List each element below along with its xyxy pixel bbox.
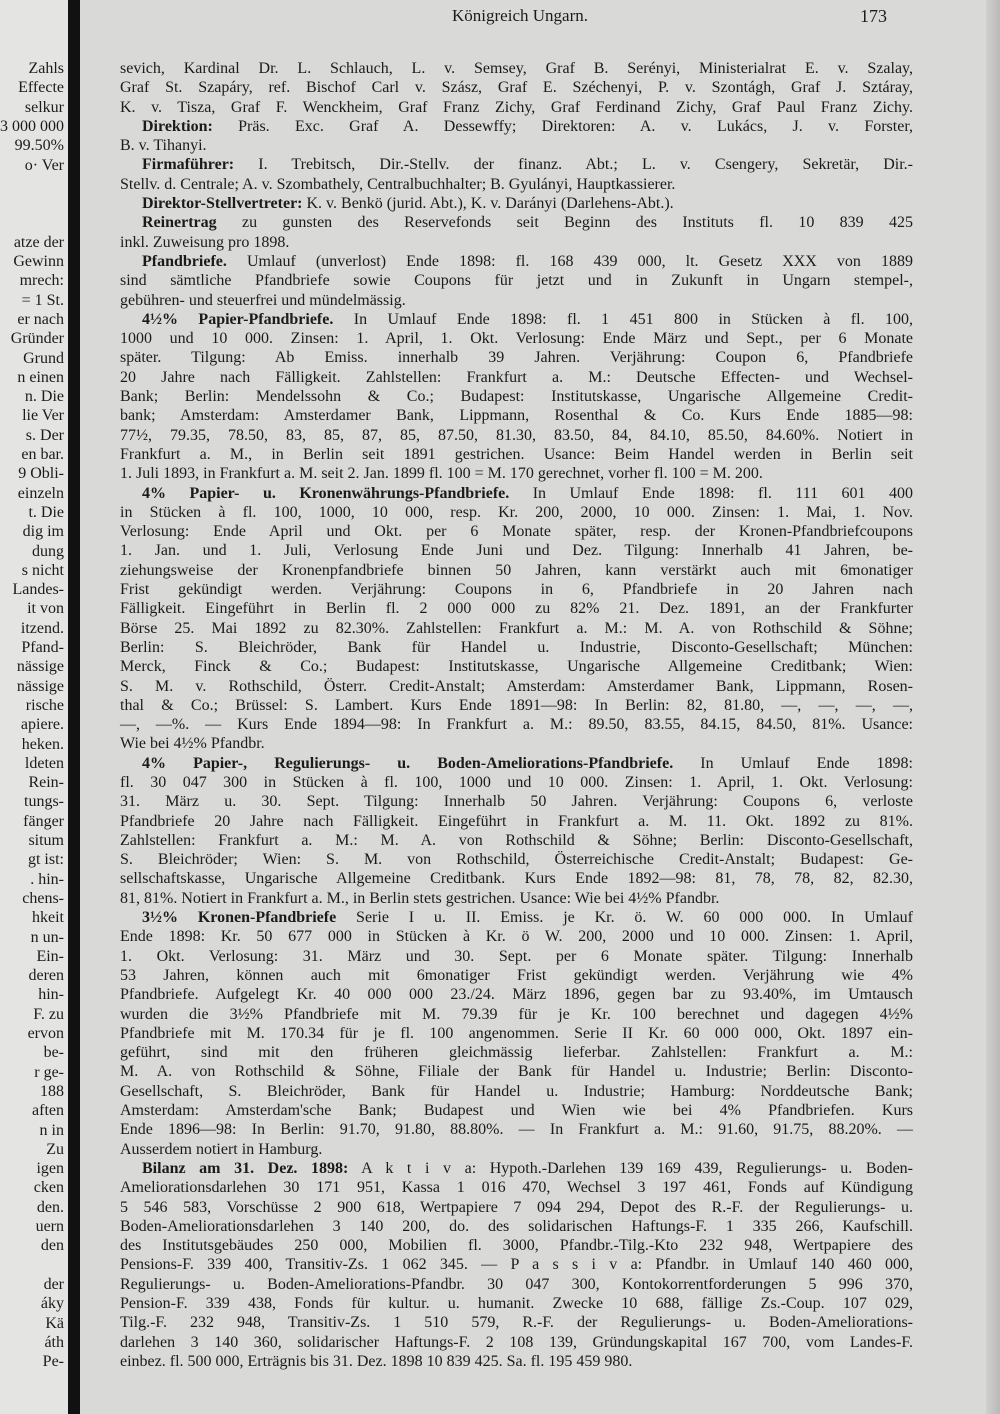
section-label: Direktor-Stellvertreter:: [142, 195, 303, 213]
line-text: des Institutsgebäudes 250 000, Mobilien fl. 3000, Pfandbr.-Tilg.-Kto 232 948, Wertpapiere des: [120, 1237, 913, 1255]
text-line: [120, 175, 913, 194]
adjacent-page-text-fragment: 99.50%: [14, 137, 64, 155]
section-label: Bilanz am 31. Dez. 1898:: [142, 1159, 349, 1177]
section-heading-line: [120, 484, 913, 503]
text-line: [120, 1140, 913, 1159]
line-text: geführt, sind mit den früheren gleichmässig lieferbar. Zahlstellen: Frankfurt a. M.:: [120, 1044, 913, 1062]
adjacent-page-text-fragment: F. zu: [33, 1005, 64, 1023]
line-text: Gesellschaft, S. Bleichröder, Bank für Handel u. Industrie; Hamburg: Norddeutsche Bank;: [120, 1082, 913, 1100]
document-body: [120, 59, 913, 1371]
line-text: Boden-Ameliorationsdarlehen 3 140 200, do. des solidarischen Haftungs-F. 1 335 266, Kaufschill.: [120, 1217, 913, 1235]
line-text: I. Trebitsch, Dir.-Stellv. der finanz. Abt.; L. v. Csengery, Sekretär, Dir.-: [234, 156, 913, 174]
text-line: [120, 1236, 913, 1255]
line-text: A k t i v a: Hypoth.-Darlehen 139 169 439, Regulierungs- u. Boden-: [348, 1159, 914, 1177]
adjacent-page-text-fragment: ervon: [27, 1025, 64, 1042]
adjacent-page-margin: [0, 0, 68, 1414]
adjacent-page-text-fragment: . hin-: [30, 870, 64, 888]
line-text: 81, 81%. Notiert in Frankfurt a. M., in Berlin stets gestrichen. Usance: Wie bei 4½% Pfandbr.: [120, 889, 720, 907]
line-text: in Stücken à fl. 100, 1000, 10 000, resp. Kr. 200, 2000, 10 000. Zinsen: 1. Mai, 1. Nov.: [120, 503, 913, 521]
section-heading-line: [120, 908, 913, 927]
line-text: Graf St. Szapáry, ref. Bischof Carl v. Szász, Graf E. Széchenyi, P. v. Szontágh, Graf J. Sztáray,: [120, 79, 913, 97]
text-line: [120, 1024, 913, 1043]
line-text: Frist gekündigt werden. Verjährung: Coupons in 6, Pfandbriefe in 20 Jahren nach: [120, 581, 913, 599]
line-text: 1. Jan. und 1. Juli, Verlosung Ende Juni und Dez. Tilgung: Innerhalb 41 Jahren, be-: [120, 542, 913, 560]
adjacent-page-text-fragment: t. Die: [28, 503, 64, 521]
text-line: [120, 850, 913, 869]
text-line: [120, 657, 913, 676]
line-text: zu gunsten des Reservefonds seit Beginn des Instituts fl. 10 839 425: [216, 214, 913, 232]
adjacent-page-text-fragment: selkur: [24, 98, 64, 116]
line-text: gebühren- und steuerfrei und mündelmässig.: [120, 291, 406, 309]
text-line: [120, 1294, 913, 1313]
line-text: Verlosung: Ende April und Okt. per 6 Monate später, resp. der Kronen-Pfandbriefcoupons: [120, 523, 913, 541]
line-text: 5 546 583, Vorschüsse 2 900 618, Wertpapiere 7 094 294, Depot des R.-F. der Regulierungs- u.: [120, 1198, 913, 1216]
text-line: [120, 98, 913, 117]
adjacent-page-text-fragment: heken.: [21, 735, 64, 753]
text-line: [120, 947, 913, 966]
adjacent-page-text-fragment: = 1 St.: [21, 291, 64, 309]
line-text: K. v. Tisza, Graf F. Wenckheim, Graf Franz Zichy, Graf Ferdinand Zichy, Graf Paul Franz Zichy.: [120, 98, 913, 116]
adjacent-page-text-fragment: Zahls: [28, 60, 64, 77]
section-heading-line: [120, 117, 913, 136]
section-label: 3½% Kronen-Pfandbriefe: [142, 909, 337, 927]
text-line: [120, 59, 913, 78]
text-line: [120, 1198, 913, 1217]
line-text: 1000 und 10 000. Zinsen: 1. April, 1. Okt. Verlosung: Ende März und Sept., per 6 Monate: [120, 330, 913, 348]
section-label: Firmaführer:: [142, 156, 235, 174]
line-text: M. A. von Rothschild & Söhne, Filiale der Bank für Handel u. Industrie; Berlin: Disconto-: [120, 1063, 913, 1081]
text-line: [120, 599, 913, 618]
section-heading-line: [120, 1159, 913, 1178]
line-text: In Umlauf Ende 1898:: [673, 754, 913, 772]
adjacent-page-text-fragment: dung: [32, 542, 64, 560]
adjacent-page-text-fragment: n einen: [17, 368, 64, 386]
text-line: [120, 1178, 913, 1197]
text-line: [120, 426, 913, 445]
text-line: [120, 464, 913, 483]
running-header-title: Königreich Ungarn.: [452, 6, 588, 25]
section-heading-line: [120, 310, 913, 329]
text-line: [120, 136, 913, 155]
text-line: [120, 1043, 913, 1062]
adjacent-page-text-fragment: chens-: [22, 889, 64, 907]
adjacent-page-text-fragment: r ge-: [34, 1063, 64, 1081]
page-number: 173: [860, 6, 887, 26]
line-text: sellschaftskasse, Ungarische Allgemeine Creditbank. Kurs Ende 1892—98: 81, 78, 78, 82, 82.30,: [120, 870, 913, 888]
text-line: [120, 1101, 913, 1120]
text-line: [120, 1333, 913, 1352]
adjacent-page-text-fragment: s. Der: [25, 426, 64, 444]
adjacent-page-text-fragment: 3 000 000: [0, 117, 64, 135]
text-line: [120, 715, 913, 734]
adjacent-page-text-fragment: rische: [25, 696, 64, 714]
line-text: Pfandbriefe. Aufgelegt Kr. 40 000 000 23./24. März 1896, gegen bar zu 93.40%, im Umtausch: [120, 986, 913, 1004]
text-line: [120, 889, 913, 908]
line-text: ziehungsweise der Kronenpfandbriefe binnen 50 Jahren, kann verstärkt auch mit 6monatiger: [120, 561, 913, 579]
adjacent-page-text-fragment: Zu: [46, 1140, 64, 1158]
line-text: K. v. Benkö (jurid. Abt.), K. v. Darányi (Darlehens-Abt.).: [302, 195, 674, 213]
adjacent-page-text-fragment: n un-: [30, 928, 64, 946]
adjacent-page-text-fragment: áky: [40, 1295, 64, 1313]
adjacent-page-text-fragment: der: [43, 1275, 64, 1293]
text-line: [120, 1005, 913, 1024]
adjacent-page-text-fragment: be-: [43, 1044, 64, 1062]
adjacent-page-text-fragment: atze der: [13, 233, 64, 251]
line-text: thal & Co.; Brüssel: S. Lambert. Kurs Ende 1891—98: In Berlin: 82, 81.80, —, —, —, —,: [120, 696, 913, 714]
line-text: Fälligkeit. Eingeführt in Berlin fl. 2 000 000 zu 82% 21. Dez. 1891, an der Frankfurter: [120, 600, 913, 618]
text-line: [120, 503, 913, 522]
line-text: Ameliorationsdarlehen 30 171 951, Kassa 1 016 470, Wechsel 3 197 461, Fonds auf Kündigung: [120, 1179, 913, 1197]
line-text: In Umlauf Ende 1898: fl. 1 451 800 in Stücken à fl. 100,: [333, 310, 913, 328]
line-text: B. v. Tihanyi.: [120, 137, 207, 155]
text-line: [120, 619, 913, 638]
text-line: [120, 580, 913, 599]
adjacent-page-text-fragment: uern: [35, 1218, 64, 1235]
adjacent-page-text-fragment: Ein-: [36, 947, 64, 965]
adjacent-page-text-fragment: o· Ver: [24, 156, 64, 174]
adjacent-page-text-fragment: it von: [27, 600, 64, 618]
adjacent-page-text-fragment: den: [40, 1237, 64, 1255]
text-line: [120, 927, 913, 946]
line-text: bank; Amsterdam: Amsterdamer Bank, Lippmann, Rosenthal & Co. Kurs Ende 1885—98:: [120, 407, 913, 425]
line-text: Tilg.-F. 232 948, Transitiv-Zs. 1 510 579, R.-F. der Regulierungs- u. Boden-Ameliorations-: [120, 1314, 913, 1332]
text-line: [120, 1217, 913, 1236]
line-text: Börse 25. Mai 1892 zu 82.30%. Zahlstellen: Frankfurt a. M.: M. A. von Rothschild & Söhne;: [120, 619, 913, 637]
adjacent-page-text-fragment: Effecte: [18, 79, 64, 97]
adjacent-page-text-fragment: ldeten: [24, 754, 64, 772]
adjacent-page-text-fragment: nässige: [16, 658, 64, 676]
line-text: Frankfurt a. M., in Berlin seit 1891 gestrichen. Usance: Beim Handel werden in Berlin seit: [120, 445, 913, 463]
adjacent-page-text-fragment: Gewinn: [13, 253, 64, 270]
adjacent-page-text-fragment: apiere.: [20, 716, 64, 734]
adjacent-page-text-fragment: cken: [33, 1179, 64, 1197]
line-text: Merck, Finck & Co.; Budapest: Institutskasse, Ungarische Allgemeine Creditbank; Wien:: [120, 658, 913, 676]
text-line: [120, 1255, 913, 1274]
line-text: Ende 1898: Kr. 50 677 000 in Stücken à Kr. ö W. 200, 2000 und 10 000. Zinsen: 1. April,: [120, 928, 913, 946]
adjacent-page-text-fragment: 9 Obli-: [18, 465, 64, 483]
line-text: Bank; Berlin: Mendelssohn & Co.; Budapest: Institutskasse, Ungarische Allgemeine Credit-: [120, 388, 913, 406]
line-text: sind sämtliche Pfandbriefe sowie Coupons für jetzt und in Zukunft in Ungarn stempel-,: [120, 272, 913, 290]
adjacent-page-text-fragment: Kä: [45, 1314, 64, 1332]
adjacent-page-text-fragment: 188: [40, 1082, 64, 1100]
adjacent-page-text-fragment: Pe-: [42, 1353, 64, 1371]
adjacent-page-text-fragment: den.: [36, 1198, 64, 1216]
line-text: Pfandbriefe 20 Jahre nach Fälligkeit. Eingeführt in Frankfurt a. M. 11. Okt. 1892 zu 81%.: [120, 812, 913, 830]
adjacent-page-text-fragment: n in: [39, 1121, 64, 1139]
adjacent-page-text-fragment: igen: [36, 1160, 64, 1178]
adjacent-page-text-fragment: Rein-: [28, 774, 64, 792]
text-line: [120, 387, 913, 406]
adjacent-page-text-fragment: mrech:: [19, 272, 64, 290]
text-line: [120, 792, 913, 811]
line-text: Präs. Exc. Graf A. Dessewffy; Direktoren: A. v. Lukács, J. v. Forster,: [212, 117, 913, 135]
book-binding-gutter: [68, 0, 80, 1414]
text-line: [120, 1275, 913, 1294]
adjacent-page-text-fragment: nässige: [16, 677, 64, 695]
line-text: Amsterdam: Amsterdam'sche Bank; Budapest und Wien wie bei 4% Pfandbriefen. Kurs: [120, 1102, 913, 1120]
section-heading-line: [120, 213, 913, 232]
page-edge: [986, 0, 1000, 1414]
text-line: [120, 638, 913, 657]
section-heading-line: [120, 155, 913, 174]
text-line: [120, 1352, 913, 1371]
line-text: Regulierungs- u. Boden-Ameliorations-Pfandbr. 30 047 300, Kontokorrentforderungen 5 996 370,: [120, 1275, 913, 1293]
section-heading-line: [120, 252, 913, 271]
text-line: [120, 78, 913, 97]
adjacent-page-text-fragment: s nicht: [21, 561, 64, 579]
line-text: S. M. v. Rothschild, Österr. Credit-Anstalt; Amsterdam: Amsterdamer Bank, Lippmann, Rosen-: [120, 677, 913, 695]
text-line: [120, 985, 913, 1004]
line-text: Wie bei 4½% Pfandbr.: [120, 735, 265, 753]
section-heading-line: [120, 754, 913, 773]
line-text: Ende 1896—98: In Berlin: 91.70, 91.80, 88.80%. — In Frankfurt a. M.: 91.60, 91.75, 88.20%. —: [120, 1121, 913, 1139]
adjacent-page-text-fragment: Grund: [23, 349, 64, 367]
adjacent-page-text-fragment: aften: [32, 1102, 64, 1120]
adjacent-page-text-fragment: en bar.: [21, 446, 64, 463]
section-label: Pfandbriefe.: [142, 252, 227, 270]
line-text: S. Bleichröder; Wien: S. M. von Rothschild, Österreichische Credit-Anstalt; Budapest: Ge-: [120, 851, 913, 869]
adjacent-page-text-fragment: n. Die: [24, 388, 64, 406]
adjacent-page-text-fragment: Gründer: [10, 330, 64, 348]
text-line: [120, 406, 913, 425]
adjacent-page-text-fragment: hin-: [38, 986, 64, 1004]
adjacent-page-text-fragment: hkeit: [32, 909, 64, 927]
line-text: Serie I u. II. Emiss. je Kr. ö. W. 60 000 000. In Umlauf: [336, 909, 913, 927]
text-line: [120, 677, 913, 696]
section-label: Reinertrag: [142, 214, 217, 232]
line-text: darlehen 3 140 360, solidarischer Haftungs-F. 2 108 139, Gründungskapital 167 700, vom Landes-F.: [120, 1333, 913, 1351]
adjacent-page-text-fragment: lie Ver: [22, 407, 64, 425]
adjacent-page-text-fragment: Pfand-: [21, 639, 64, 656]
text-line: [120, 348, 913, 367]
adjacent-page-text-fragment: einzeln: [17, 484, 64, 502]
adjacent-page-text-fragment: situm: [28, 832, 64, 849]
section-heading-line: [120, 194, 913, 213]
adjacent-page-text-fragment: deren: [28, 967, 64, 985]
text-line: [120, 869, 913, 888]
adjacent-page-text-fragment: tungs-: [24, 793, 64, 811]
line-text: fl. 30 047 300 in Stücken à fl. 100, 1000 und 10 000. Zinsen: 1. April, 1. Okt. Verlosung:: [120, 773, 913, 791]
text-line: [120, 812, 913, 831]
text-line: [120, 696, 913, 715]
line-text: Umlauf (unverlost) Ende 1898: fl. 168 439 000, lt. Gesetz XXX von 1889: [226, 252, 913, 270]
text-line: [120, 445, 913, 464]
text-line: [120, 1082, 913, 1101]
text-line: [120, 1313, 913, 1332]
line-text: In Umlauf Ende 1898: fl. 111 601 400: [509, 484, 914, 502]
line-text: Stellv. d. Centrale; A. v. Szombathely, Centralbuchhalter; B. Gyulányi, Hauptkassierer.: [120, 175, 676, 193]
text-line: [120, 1062, 913, 1081]
text-line: [120, 329, 913, 348]
line-text: Pensions-F. 339 400, Transitiv-Zs. 1 062 345. — P a s s i v a: Pfandbr. in Umlauf 140 460 000,: [120, 1256, 913, 1274]
section-label: 4% Papier- u. Kronenwährungs-Pfandbriefe.: [142, 484, 510, 502]
line-text: —, —%. — Kurs Ende 1894—98: In Frankfurt a. M.: 89.50, 83.55, 84.15, 84.50, 81%. Usance:: [120, 716, 913, 734]
line-text: inkl. Zuweisung pro 1898.: [120, 233, 290, 251]
line-text: sevich, Kardinal Dr. L. Schlauch, L. v. Semsey, Graf B. Serényi, Ministerialrat E. v. Szalay,: [120, 60, 913, 77]
adjacent-page-text-fragment: Landes-: [12, 581, 64, 599]
line-text: Berlin: S. Bleichröder, Bank für Handel u. Industrie, Disconto-Gesellschaft; München:: [120, 638, 913, 656]
text-line: [120, 233, 913, 252]
text-line: [120, 522, 913, 541]
text-line: [120, 291, 913, 310]
adjacent-page-text-fragment: itzend.: [20, 619, 64, 637]
line-text: 31. März u. 30. Sept. Tilgung: Innerhalb 50 Jahren. Verjährung: Coupons 6, verloste: [120, 793, 913, 811]
text-line: [120, 773, 913, 792]
section-label: Direktion:: [142, 117, 213, 135]
section-label: 4½% Papier-Pfandbriefe.: [142, 310, 334, 328]
text-line: [120, 966, 913, 985]
text-line: [120, 1120, 913, 1139]
line-text: 1. Okt. Verlosung: 31. März und 30. Sept. per 6 Monate später. Tilgung: Innerhalb: [120, 947, 913, 965]
adjacent-page-text-fragment: fänger: [23, 812, 64, 830]
text-line: [120, 831, 913, 850]
line-text: 77½, 79.35, 78.50, 83, 85, 87, 85, 87.50, 81.30, 83.50, 84, 84.10, 85.50, 84.60%. Notiert in: [120, 426, 913, 444]
line-text: 1. Juli 1893, in Frankfurt a. M. seit 2. Jan. 1899 fl. 100 = M. 170 gerechnet, vorher fl. 100 = M. 200.: [120, 465, 763, 483]
adjacent-page-text-fragment: dig im: [22, 523, 64, 541]
line-text: Zahlstellen: Frankfurt a. M.: M. A. von Rothschild & Söhne; Berlin: Disconto-Gesellschaft,: [120, 831, 913, 849]
text-line: [120, 368, 913, 387]
line-text: Pension-F. 339 438, Fonds für kultur. u. humanit. Zwecke 10 688, fällige Zs.-Coup. 107 029,: [120, 1295, 913, 1312]
line-text: wurden die 3½% Pfandbriefe mit M. 79.39 für je Kr. 100 berechnet und dagegen 4½%: [120, 1005, 913, 1023]
text-line: [120, 271, 913, 290]
line-text: Pfandbriefe mit M. 170.34 für je fl. 100 angenommen. Serie II Kr. 60 000 000, Okt. 1897 ein-: [120, 1024, 913, 1042]
section-label: 4% Papier-, Regulierungs- u. Boden-Ameliorations-Pfandbriefe.: [142, 754, 674, 772]
text-line: [120, 561, 913, 580]
line-text: einbez. fl. 500 000, Erträgnis bis 31. Dez. 1898 10 839 425. Sa. fl. 195 459 980.: [120, 1352, 633, 1370]
line-text: Ausserdem notiert in Hamburg.: [120, 1140, 323, 1158]
line-text: später. Tilgung: Ab Emiss. innerhalb 39 Jahren. Verjährung: Coupon 6, Pfandbriefe: [120, 349, 913, 367]
adjacent-page-text-fragment: áth: [44, 1333, 64, 1351]
text-line: [120, 734, 913, 753]
line-text: 53 Jahren, können auch mit 6monatiger Frist gekündigt werden. Verjährung wie 4%: [120, 966, 913, 984]
text-line: [120, 541, 913, 560]
line-text: 20 Jahre nach Fälligkeit. Zahlstellen: Frankfurt a. M.: Deutsche Effecten- und Wechsel-: [120, 368, 913, 386]
adjacent-page-text-fragment: gt ist:: [27, 851, 64, 869]
adjacent-page-text-fragment: er nach: [17, 310, 64, 328]
